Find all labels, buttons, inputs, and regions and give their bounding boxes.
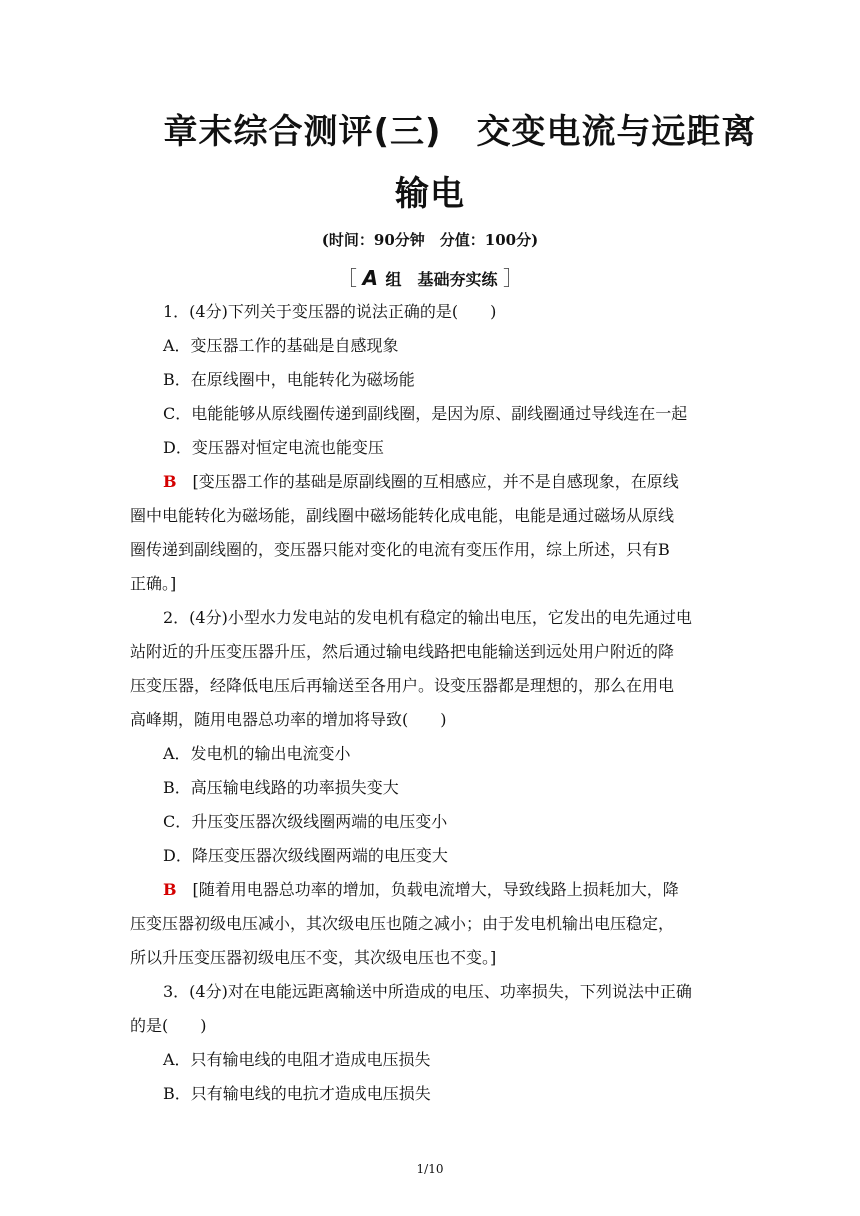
option: B．在原线圈中，电能转化为磁场能 [163,370,415,389]
question-stem: 高峰期，随用电器总功率的增加将导致( ) [130,710,447,729]
exam-meta: (时间：90分钟 分值：100分) [321,231,539,249]
group-letter: A [362,266,378,290]
bracket-open: ［ [336,266,357,290]
question-stem: 站附近的升压变压器升压，然后通过输电线路把电能输送到远处用户附近的降 [130,642,675,661]
explanation-text: 圈中电能转化为磁场能，副线圈中磁场能转化成电能，电能是通过磁场从原线 [130,506,675,525]
option: D．降压变压器次级线圈两端的电压变大 [163,846,448,865]
bracket-close: ］ [503,266,524,290]
explanation-text: 压变压器初级电压减小，其次级电压也随之减小；由于发电机输出电压稳定， [130,914,675,933]
explanation-text: 正确。] [130,574,177,593]
page-number: 1/10 [416,1162,444,1176]
option: B．高压输电线路的功率损失变大 [163,778,399,797]
question-stem: 3．(4分)对在电能远距离输送中所造成的电压、功率损失，下列说法中正确 [163,982,692,1001]
option: C．电能能够从原线圈传递到副线圈，是因为原、副线圈通过导线连在一起 [163,404,688,423]
section-header [0,262,860,291]
explanation-text: [变压器工作的基础是原副线圈的互相感应，并不是自感现象，在原线 [192,472,679,491]
question-stem: 1．(4分)下列关于变压器的说法正确的是( ) [163,302,497,321]
explanation-text: [随着用电器总功率的增加，负载电流增大，导致线路上损耗加大，降 [192,880,679,899]
explanation-text: 圈传递到副线圈的，变压器只能对变化的电流有变压作用，综上所述，只有B [130,540,670,559]
answer-letter: B [163,472,177,491]
explanation-text: 所以升压变压器初级电压不变，其次级电压也不变。] [130,948,497,967]
page-title-continued: 输电 [395,174,465,214]
option: B．只有输电线的电抗才造成电压损失 [163,1084,431,1103]
answer-explanation [163,472,763,492]
question-stem: 的是( ) [130,1016,207,1035]
page-title: 章末综合测评(三) 交变电流与远距离 [163,112,757,152]
answer-letter: B [163,880,177,899]
option: A．变压器工作的基础是自感现象 [163,336,399,355]
option: A．发电机的输出电流变小 [163,744,351,763]
group-label: 组 基础夯实练 [385,270,498,289]
option: A．只有输电线的电阻才造成电压损失 [163,1050,431,1069]
answer-explanation [163,880,763,900]
question-stem: 2．(4分)小型水力发电站的发电机有稳定的输出电压，它发出的电先通过电 [163,608,692,627]
option: D．变压器对恒定电流也能变压 [163,438,384,457]
question-stem: 压变压器，经降低电压后再输送至各用户。设变压器都是理想的，那么在用电 [130,676,675,695]
option: C．升压变压器次级线圈两端的电压变小 [163,812,448,831]
